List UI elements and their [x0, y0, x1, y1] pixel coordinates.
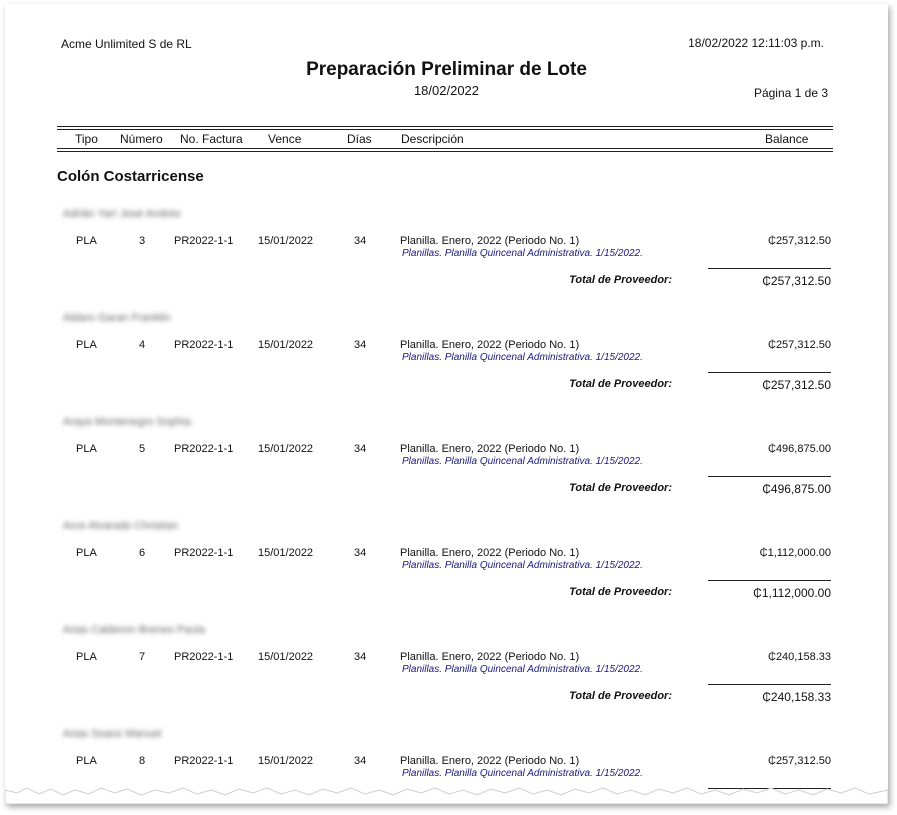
total-underline: [708, 684, 831, 685]
total-underline: [708, 580, 831, 581]
col-balance: Balance: [765, 132, 809, 146]
row-tipo: PLA: [76, 235, 97, 247]
vendor-name: Araya Montenegro Sophia: [63, 416, 191, 428]
row-tipo: PLA: [76, 443, 97, 455]
row-vence: 15/01/2022: [258, 339, 314, 351]
print-datetime: 18/02/2022 12:11:03 p.m.: [688, 36, 824, 50]
vendor-name: Adrián Yarí José Andrés: [63, 208, 181, 220]
col-vence: Vence: [268, 132, 302, 146]
row-descripcion: Planilla. Enero, 2022 (Periodo No. 1): [400, 651, 580, 663]
row-balance: ₵496,875.00: [768, 443, 831, 455]
report-date: 18/02/2022: [413, 83, 480, 98]
vendor-total-label: Total de Proveedor:: [569, 378, 672, 390]
col-factura: No. Factura: [180, 132, 243, 146]
row-descripcion-detail: Planillas. Planilla Quincenal Administrativa. 1/15/2022.: [402, 352, 643, 363]
row-numero: 4: [139, 339, 146, 351]
vendor-total-label: Total de Proveedor:: [569, 482, 672, 494]
row-tipo: PLA: [76, 339, 97, 351]
row-descripcion: Planilla. Enero, 2022 (Periodo No. 1): [400, 755, 580, 767]
row-vence: 15/01/2022: [258, 547, 314, 559]
vendor-total-value: ₵257,312.50: [762, 378, 831, 392]
row-balance: ₵257,312.50: [768, 235, 831, 247]
total-underline: [708, 476, 831, 477]
row-factura: PR2022-1-1: [174, 755, 234, 767]
row-dias: 34: [354, 651, 367, 663]
vendor-name: Arias Soanz Manuel: [63, 728, 162, 740]
row-dias: 34: [354, 443, 367, 455]
row-descripcion-detail: Planillas. Planilla Quincenal Administrativa. 1/15/2022.: [402, 248, 643, 259]
total-underline: [708, 372, 831, 373]
row-descripcion: Planilla. Enero, 2022 (Periodo No. 1): [400, 443, 580, 455]
row-factura: PR2022-1-1: [174, 235, 234, 247]
header-rule-top: [57, 126, 833, 127]
vendor-total-value: ₵1,112,000.00: [753, 586, 831, 600]
row-balance: ₵257,312.50: [768, 755, 831, 767]
row-vence: 15/01/2022: [258, 235, 314, 247]
report-page: [5, 4, 888, 804]
vendor-name: Aldaro Garan Franklin: [63, 312, 171, 324]
row-descripcion-detail: Planillas. Planilla Quincenal Administrativa. 1/15/2022.: [402, 560, 643, 571]
currency-group-title: Colón Costarricense: [57, 168, 204, 185]
row-descripcion-detail: Planillas. Planilla Quincenal Administrativa. 1/15/2022.: [402, 768, 643, 779]
row-factura: PR2022-1-1: [174, 443, 234, 455]
row-descripcion: Planilla. Enero, 2022 (Periodo No. 1): [400, 235, 580, 247]
row-descripcion-detail: Planillas. Planilla Quincenal Administrativa. 1/15/2022.: [402, 456, 643, 467]
header-rule-bottom: [57, 148, 833, 149]
row-factura: PR2022-1-1: [174, 547, 234, 559]
vendor-total-label: Total de Proveedor:: [569, 690, 672, 702]
row-descripcion-detail: Planillas. Planilla Quincenal Administrativa. 1/15/2022.: [402, 664, 643, 675]
row-balance: ₵1,112,000.00: [759, 547, 831, 559]
row-numero: 8: [139, 755, 146, 767]
vendor-name: Arce Alvarado Christian: [63, 520, 178, 532]
row-numero: 6: [139, 547, 146, 559]
row-dias: 34: [354, 339, 367, 351]
row-vence: 15/01/2022: [258, 755, 314, 767]
vendor-name: Arias Calderon Brenes Paula: [63, 624, 205, 636]
row-descripcion: Planilla. Enero, 2022 (Periodo No. 1): [400, 547, 580, 559]
row-vence: 15/01/2022: [258, 443, 314, 455]
row-tipo: PLA: [76, 547, 97, 559]
row-numero: 7: [139, 651, 146, 663]
header-rule-top-2: [57, 129, 833, 130]
row-factura: PR2022-1-1: [174, 339, 234, 351]
row-factura: PR2022-1-1: [174, 651, 234, 663]
row-tipo: PLA: [76, 651, 97, 663]
row-tipo: PLA: [76, 755, 97, 767]
row-balance: ₵257,312.50: [768, 339, 831, 351]
row-dias: 34: [354, 547, 367, 559]
header-rule-bottom-2: [57, 151, 833, 152]
total-underline: [708, 268, 831, 269]
vendor-total-value: ₵240,158.33: [762, 690, 831, 704]
page-number: Página 1 de 3: [753, 86, 828, 100]
vendor-total-label: Total de Proveedor:: [569, 274, 672, 286]
vendor-total-value: ₵257,312.50: [762, 274, 831, 288]
row-dias: 34: [354, 235, 367, 247]
report-title: Preparación Preliminar de Lote: [306, 59, 587, 80]
col-tipo: Tipo: [75, 132, 98, 146]
vendor-total-label: Total de Proveedor:: [569, 586, 672, 598]
col-numero: Número: [120, 132, 163, 146]
row-descripcion: Planilla. Enero, 2022 (Periodo No. 1): [400, 339, 580, 351]
company-name: Acme Unlimited S de RL: [61, 37, 192, 51]
col-descripcion: Descripción: [401, 132, 464, 146]
row-vence: 15/01/2022: [258, 651, 314, 663]
row-balance: ₵240,158.33: [768, 651, 831, 663]
torn-edge: [5, 782, 888, 804]
row-numero: 3: [139, 235, 146, 247]
row-dias: 34: [354, 755, 367, 767]
col-dias: Días: [347, 132, 372, 146]
row-numero: 5: [139, 443, 146, 455]
vendor-total-value: ₵496,875.00: [762, 482, 831, 496]
